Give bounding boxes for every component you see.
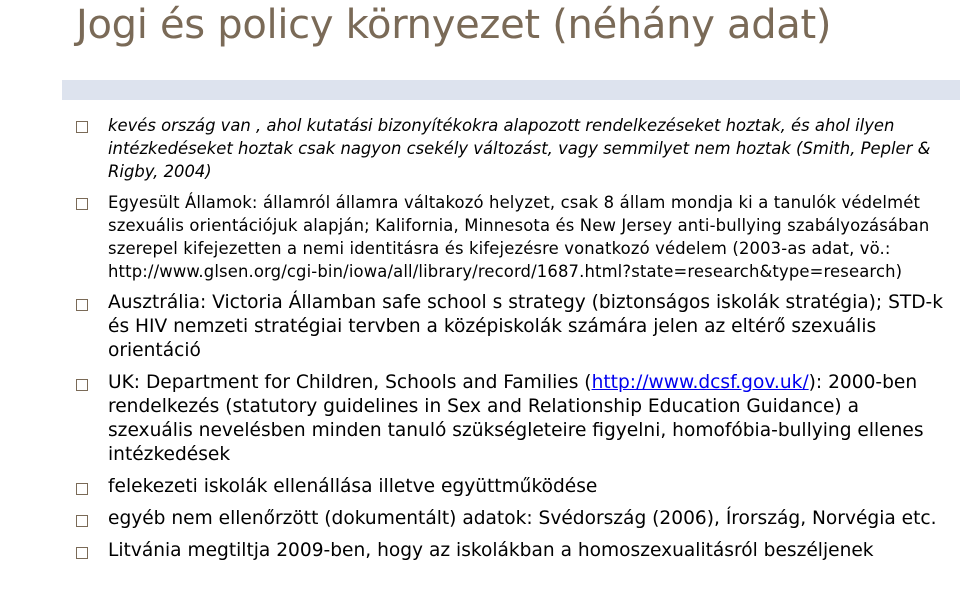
bullet-item: [76, 191, 946, 283]
title-divider-bar: [62, 80, 960, 100]
square-bullet-icon: [76, 515, 88, 527]
bullet-list: [76, 114, 946, 571]
bullet-text-pre: UK: Department for Children, Schools and Families (: [108, 372, 592, 393]
square-bullet-icon: [76, 299, 88, 311]
square-bullet-icon: [76, 198, 88, 210]
bullet-text: Egyesült Államok: államról államra váltakozó helyzet, csak 8 állam mondja ki a tanulók védelmét szexuális orientációjuk alapján; Kalifornia, Minnesota és New Jersey anti-bullying szabályozásában szerepel kifejezetten a nemi identitásra és kifejezésre vonatkozó védelem (2003-as adat, vö.: http://www.glsen.org/cgi-bin/iowa/all/library/record/1687.html?state=research&type=research): [108, 193, 930, 281]
bullet-text: egyéb nem ellenőrzött (dokumentált) adatok: Svédország (2006), Írország, Norvégia etc.: [108, 508, 937, 529]
square-bullet-icon: [76, 379, 88, 391]
slide-title: Jogi és policy környezet (néhány adat): [76, 2, 832, 48]
square-bullet-icon: [76, 121, 88, 133]
bullet-text-post: ): 2000-ben rendelkezés (statutory guidelines in Sex and Relationship Education Guidance) a szexuális nevelésben minden tanuló szükségleteire figyelni, homofóbia-bullying ellenes intézkedések: [108, 372, 924, 465]
square-bullet-icon: [76, 547, 88, 559]
square-bullet-icon: [76, 483, 88, 495]
bullet-item: [76, 371, 946, 467]
bullet-item: [76, 291, 946, 363]
bullet-item: [76, 114, 946, 183]
bullet-text: kevés ország van , ahol kutatási bizonyítékokra alapozott rendelkezéseket hoztak, és ahol ilyen intézkedéseket hoztak csak nagyon csekély változást, vagy semmilyet nem hoztak (Smith, Pepler & Rigby, 2004): [108, 116, 931, 181]
bullet-item: [76, 507, 946, 531]
bullet-text: Litvánia megtiltja 2009-ben, hogy az iskolákban a homoszexualitásról beszéljenek: [108, 540, 874, 561]
bullet-item: [76, 475, 946, 499]
bullet-item: [76, 539, 946, 563]
bullet-text: Ausztrália: Victoria Államban safe school s strategy (biztonságos iskolák stratégia); STD-k és HIV nemzeti stratégiai tervben a középiskolák számára jelen az eltérő szexuális orientáció: [108, 292, 944, 361]
bullet-text: felekezeti iskolák ellenállása illetve együttműködése: [108, 476, 598, 497]
dcsf-link[interactable]: http://www.dcsf.gov.uk/: [591, 372, 809, 393]
